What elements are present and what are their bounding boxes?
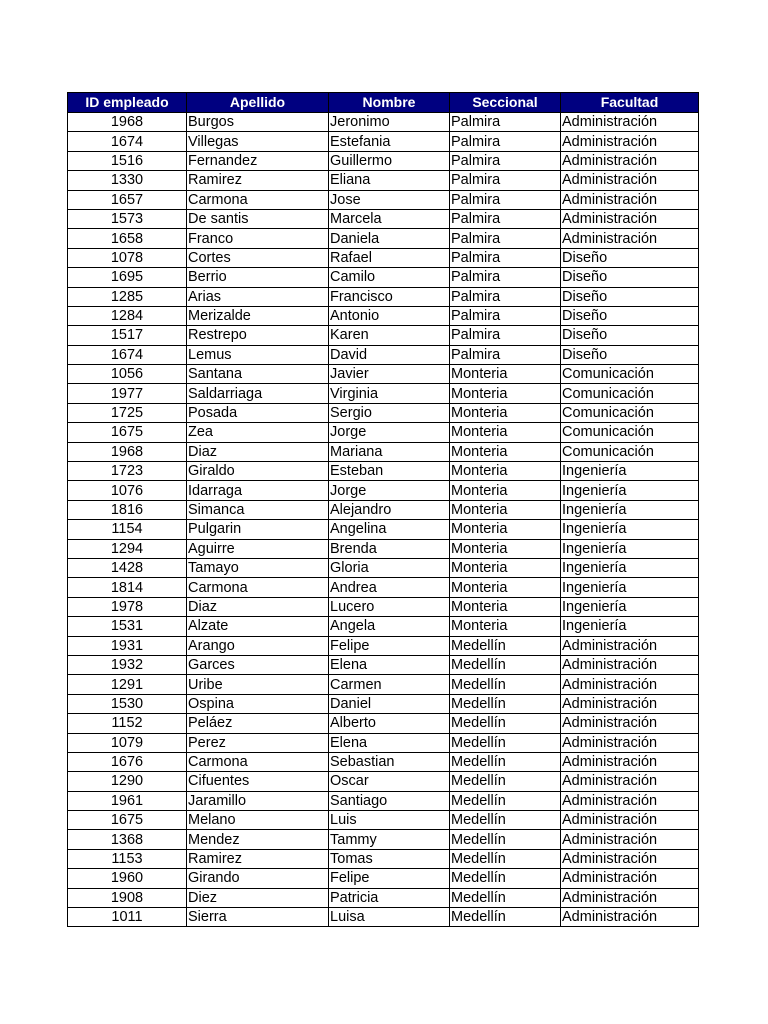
table-row bbox=[68, 655, 699, 674]
facultad-cell: Administración bbox=[561, 733, 699, 752]
nombre-cell: Estefania bbox=[329, 132, 450, 151]
table-row bbox=[68, 326, 699, 345]
seccional-cell: Monteria bbox=[450, 539, 561, 558]
nombre-cell: Angelina bbox=[329, 520, 450, 539]
facultad-cell: Administración bbox=[561, 772, 699, 791]
apellido-cell: Ramirez bbox=[187, 849, 329, 868]
facultad-cell: Administración bbox=[561, 675, 699, 694]
table-row bbox=[68, 229, 699, 248]
nombre-cell: Angela bbox=[329, 617, 450, 636]
nombre-cell: Alberto bbox=[329, 714, 450, 733]
table-row bbox=[68, 578, 699, 597]
id-empleado-cell: 1152 bbox=[68, 714, 187, 733]
facultad-cell: Administración bbox=[561, 849, 699, 868]
nombre-cell: Daniel bbox=[329, 694, 450, 713]
seccional-cell: Medellín bbox=[450, 791, 561, 810]
apellido-cell: Simanca bbox=[187, 500, 329, 519]
id-empleado-cell: 1968 bbox=[68, 113, 187, 132]
seccional-cell: Palmira bbox=[450, 326, 561, 345]
facultad-cell: Ingeniería bbox=[561, 539, 699, 558]
apellido-cell: Carmona bbox=[187, 578, 329, 597]
apellido-cell: Diaz bbox=[187, 442, 329, 461]
apellido-cell: Berrio bbox=[187, 268, 329, 287]
seccional-cell: Medellín bbox=[450, 752, 561, 771]
facultad-cell: Administración bbox=[561, 888, 699, 907]
seccional-cell: Palmira bbox=[450, 132, 561, 151]
facultad-cell: Comunicación bbox=[561, 403, 699, 422]
id-empleado-cell: 1960 bbox=[68, 869, 187, 888]
id-empleado-cell: 1530 bbox=[68, 694, 187, 713]
apellido-cell: Ramirez bbox=[187, 171, 329, 190]
facultad-cell: Administración bbox=[561, 830, 699, 849]
nombre-cell: Francisco bbox=[329, 287, 450, 306]
seccional-cell: Palmira bbox=[450, 287, 561, 306]
seccional-cell: Medellín bbox=[450, 655, 561, 674]
nombre-cell: Eliana bbox=[329, 171, 450, 190]
facultad-cell: Administración bbox=[561, 811, 699, 830]
apellido-cell: Santana bbox=[187, 365, 329, 384]
nombre-cell: Virginia bbox=[329, 384, 450, 403]
facultad-cell: Diseño bbox=[561, 306, 699, 325]
nombre-cell: Rafael bbox=[329, 248, 450, 267]
nombre-cell: Mariana bbox=[329, 442, 450, 461]
nombre-cell: Luis bbox=[329, 811, 450, 830]
table-row bbox=[68, 268, 699, 287]
seccional-cell: Medellín bbox=[450, 694, 561, 713]
nombre-cell: Brenda bbox=[329, 539, 450, 558]
id-empleado-cell: 1978 bbox=[68, 597, 187, 616]
seccional-cell: Monteria bbox=[450, 500, 561, 519]
id-empleado-cell: 1531 bbox=[68, 617, 187, 636]
id-empleado-cell: 1932 bbox=[68, 655, 187, 674]
nombre-cell: Felipe bbox=[329, 636, 450, 655]
apellido-cell: Perez bbox=[187, 733, 329, 752]
facultad-cell: Comunicación bbox=[561, 442, 699, 461]
facultad-cell: Ingeniería bbox=[561, 578, 699, 597]
apellido-cell: Arango bbox=[187, 636, 329, 655]
table-row bbox=[68, 345, 699, 364]
nombre-cell: Daniela bbox=[329, 229, 450, 248]
id-empleado-cell: 1056 bbox=[68, 365, 187, 384]
facultad-cell: Ingeniería bbox=[561, 558, 699, 577]
apellido-cell: Mendez bbox=[187, 830, 329, 849]
nombre-cell: Elena bbox=[329, 733, 450, 752]
id-empleado-cell: 1517 bbox=[68, 326, 187, 345]
apellido-cell: Idarraga bbox=[187, 481, 329, 500]
table-row bbox=[68, 384, 699, 403]
apellido-cell: Tamayo bbox=[187, 558, 329, 577]
id-empleado-cell: 1657 bbox=[68, 190, 187, 209]
id-empleado-cell: 1154 bbox=[68, 520, 187, 539]
table-row bbox=[68, 442, 699, 461]
column-header-id-empleado: ID empleado bbox=[68, 93, 187, 113]
table-row bbox=[68, 132, 699, 151]
apellido-cell: Diaz bbox=[187, 597, 329, 616]
nombre-cell: Jeronimo bbox=[329, 113, 450, 132]
facultad-cell: Ingeniería bbox=[561, 597, 699, 616]
table-row bbox=[68, 190, 699, 209]
facultad-cell: Comunicación bbox=[561, 384, 699, 403]
apellido-cell: Pulgarin bbox=[187, 520, 329, 539]
facultad-cell: Diseño bbox=[561, 248, 699, 267]
table-row bbox=[68, 113, 699, 132]
id-empleado-cell: 1695 bbox=[68, 268, 187, 287]
seccional-cell: Medellín bbox=[450, 733, 561, 752]
facultad-cell: Administración bbox=[561, 791, 699, 810]
nombre-cell: Karen bbox=[329, 326, 450, 345]
seccional-cell: Medellín bbox=[450, 888, 561, 907]
id-empleado-cell: 1725 bbox=[68, 403, 187, 422]
seccional-cell: Monteria bbox=[450, 617, 561, 636]
id-empleado-cell: 1330 bbox=[68, 171, 187, 190]
id-empleado-cell: 1078 bbox=[68, 248, 187, 267]
seccional-cell: Medellín bbox=[450, 869, 561, 888]
seccional-cell: Monteria bbox=[450, 403, 561, 422]
facultad-cell: Administración bbox=[561, 752, 699, 771]
table-row bbox=[68, 830, 699, 849]
apellido-cell: De santis bbox=[187, 209, 329, 228]
apellido-cell: Peláez bbox=[187, 714, 329, 733]
table-row bbox=[68, 752, 699, 771]
seccional-cell: Monteria bbox=[450, 520, 561, 539]
facultad-cell: Administración bbox=[561, 209, 699, 228]
table-body bbox=[68, 113, 699, 927]
id-empleado-cell: 1675 bbox=[68, 423, 187, 442]
apellido-cell: Aguirre bbox=[187, 539, 329, 558]
id-empleado-cell: 1658 bbox=[68, 229, 187, 248]
facultad-cell: Administración bbox=[561, 714, 699, 733]
facultad-cell: Administración bbox=[561, 908, 699, 927]
seccional-cell: Monteria bbox=[450, 578, 561, 597]
table-row bbox=[68, 171, 699, 190]
table-row bbox=[68, 636, 699, 655]
id-empleado-cell: 1968 bbox=[68, 442, 187, 461]
table-row bbox=[68, 151, 699, 170]
apellido-cell: Giraldo bbox=[187, 462, 329, 481]
apellido-cell: Posada bbox=[187, 403, 329, 422]
apellido-cell: Restrepo bbox=[187, 326, 329, 345]
facultad-cell: Comunicación bbox=[561, 423, 699, 442]
facultad-cell: Administración bbox=[561, 171, 699, 190]
nombre-cell: Javier bbox=[329, 365, 450, 384]
seccional-cell: Medellín bbox=[450, 811, 561, 830]
facultad-cell: Diseño bbox=[561, 345, 699, 364]
facultad-cell: Administración bbox=[561, 694, 699, 713]
table-row bbox=[68, 597, 699, 616]
seccional-cell: Medellín bbox=[450, 908, 561, 927]
nombre-cell: Patricia bbox=[329, 888, 450, 907]
id-empleado-cell: 1674 bbox=[68, 345, 187, 364]
apellido-cell: Jaramillo bbox=[187, 791, 329, 810]
id-empleado-cell: 1675 bbox=[68, 811, 187, 830]
apellido-cell: Sierra bbox=[187, 908, 329, 927]
seccional-cell: Monteria bbox=[450, 462, 561, 481]
seccional-cell: Medellín bbox=[450, 830, 561, 849]
table-row bbox=[68, 772, 699, 791]
id-empleado-cell: 1284 bbox=[68, 306, 187, 325]
apellido-cell: Saldarriaga bbox=[187, 384, 329, 403]
apellido-cell: Girando bbox=[187, 869, 329, 888]
apellido-cell: Melano bbox=[187, 811, 329, 830]
table-row bbox=[68, 520, 699, 539]
id-empleado-cell: 1290 bbox=[68, 772, 187, 791]
facultad-cell: Ingeniería bbox=[561, 520, 699, 539]
seccional-cell: Palmira bbox=[450, 268, 561, 287]
table-row bbox=[68, 791, 699, 810]
id-empleado-cell: 1011 bbox=[68, 908, 187, 927]
facultad-cell: Ingeniería bbox=[561, 462, 699, 481]
apellido-cell: Lemus bbox=[187, 345, 329, 364]
facultad-cell: Administración bbox=[561, 229, 699, 248]
table-row bbox=[68, 423, 699, 442]
apellido-cell: Ospina bbox=[187, 694, 329, 713]
facultad-cell: Diseño bbox=[561, 268, 699, 287]
facultad-cell: Administración bbox=[561, 869, 699, 888]
employee-table bbox=[67, 92, 699, 927]
id-empleado-cell: 1816 bbox=[68, 500, 187, 519]
nombre-cell: David bbox=[329, 345, 450, 364]
apellido-cell: Cortes bbox=[187, 248, 329, 267]
apellido-cell: Alzate bbox=[187, 617, 329, 636]
table-row bbox=[68, 500, 699, 519]
table-row bbox=[68, 539, 699, 558]
table-row bbox=[68, 209, 699, 228]
table-header-row bbox=[68, 93, 699, 113]
nombre-cell: Camilo bbox=[329, 268, 450, 287]
apellido-cell: Cifuentes bbox=[187, 772, 329, 791]
seccional-cell: Palmira bbox=[450, 171, 561, 190]
facultad-cell: Diseño bbox=[561, 326, 699, 345]
seccional-cell: Medellín bbox=[450, 772, 561, 791]
seccional-cell: Monteria bbox=[450, 558, 561, 577]
table-row bbox=[68, 481, 699, 500]
id-empleado-cell: 1814 bbox=[68, 578, 187, 597]
seccional-cell: Palmira bbox=[450, 113, 561, 132]
facultad-cell: Administración bbox=[561, 113, 699, 132]
nombre-cell: Carmen bbox=[329, 675, 450, 694]
table-row bbox=[68, 694, 699, 713]
nombre-cell: Tomas bbox=[329, 849, 450, 868]
nombre-cell: Guillermo bbox=[329, 151, 450, 170]
seccional-cell: Medellín bbox=[450, 675, 561, 694]
id-empleado-cell: 1153 bbox=[68, 849, 187, 868]
nombre-cell: Felipe bbox=[329, 869, 450, 888]
nombre-cell: Tammy bbox=[329, 830, 450, 849]
table-row bbox=[68, 888, 699, 907]
id-empleado-cell: 1573 bbox=[68, 209, 187, 228]
apellido-cell: Franco bbox=[187, 229, 329, 248]
id-empleado-cell: 1961 bbox=[68, 791, 187, 810]
table-row bbox=[68, 287, 699, 306]
id-empleado-cell: 1723 bbox=[68, 462, 187, 481]
id-empleado-cell: 1294 bbox=[68, 539, 187, 558]
id-empleado-cell: 1291 bbox=[68, 675, 187, 694]
table-row bbox=[68, 849, 699, 868]
seccional-cell: Palmira bbox=[450, 209, 561, 228]
nombre-cell: Andrea bbox=[329, 578, 450, 597]
table-row bbox=[68, 403, 699, 422]
seccional-cell: Palmira bbox=[450, 229, 561, 248]
id-empleado-cell: 1908 bbox=[68, 888, 187, 907]
id-empleado-cell: 1516 bbox=[68, 151, 187, 170]
id-empleado-cell: 1676 bbox=[68, 752, 187, 771]
column-header-seccional: Seccional bbox=[450, 93, 561, 113]
seccional-cell: Monteria bbox=[450, 442, 561, 461]
facultad-cell: Ingeniería bbox=[561, 617, 699, 636]
facultad-cell: Administración bbox=[561, 151, 699, 170]
nombre-cell: Lucero bbox=[329, 597, 450, 616]
facultad-cell: Administración bbox=[561, 190, 699, 209]
seccional-cell: Palmira bbox=[450, 248, 561, 267]
seccional-cell: Medellín bbox=[450, 849, 561, 868]
apellido-cell: Garces bbox=[187, 655, 329, 674]
table-row bbox=[68, 908, 699, 927]
facultad-cell: Administración bbox=[561, 636, 699, 655]
seccional-cell: Monteria bbox=[450, 365, 561, 384]
column-header-facultad: Facultad bbox=[561, 93, 699, 113]
seccional-cell: Palmira bbox=[450, 306, 561, 325]
nombre-cell: Esteban bbox=[329, 462, 450, 481]
table-row bbox=[68, 248, 699, 267]
facultad-cell: Administración bbox=[561, 132, 699, 151]
table-row bbox=[68, 306, 699, 325]
table-row bbox=[68, 675, 699, 694]
table-row bbox=[68, 617, 699, 636]
table-row bbox=[68, 558, 699, 577]
nombre-cell: Oscar bbox=[329, 772, 450, 791]
seccional-cell: Monteria bbox=[450, 423, 561, 442]
id-empleado-cell: 1076 bbox=[68, 481, 187, 500]
nombre-cell: Sebastian bbox=[329, 752, 450, 771]
apellido-cell: Diez bbox=[187, 888, 329, 907]
apellido-cell: Uribe bbox=[187, 675, 329, 694]
table-row bbox=[68, 462, 699, 481]
nombre-cell: Jorge bbox=[329, 481, 450, 500]
column-header-apellido: Apellido bbox=[187, 93, 329, 113]
seccional-cell: Palmira bbox=[450, 151, 561, 170]
seccional-cell: Medellín bbox=[450, 714, 561, 733]
id-empleado-cell: 1931 bbox=[68, 636, 187, 655]
facultad-cell: Administración bbox=[561, 655, 699, 674]
apellido-cell: Carmona bbox=[187, 190, 329, 209]
nombre-cell: Elena bbox=[329, 655, 450, 674]
table-row bbox=[68, 365, 699, 384]
seccional-cell: Palmira bbox=[450, 190, 561, 209]
table-row bbox=[68, 869, 699, 888]
seccional-cell: Medellín bbox=[450, 636, 561, 655]
table-row bbox=[68, 811, 699, 830]
nombre-cell: Alejandro bbox=[329, 500, 450, 519]
id-empleado-cell: 1079 bbox=[68, 733, 187, 752]
nombre-cell: Antonio bbox=[329, 306, 450, 325]
nombre-cell: Santiago bbox=[329, 791, 450, 810]
id-empleado-cell: 1977 bbox=[68, 384, 187, 403]
facultad-cell: Ingeniería bbox=[561, 481, 699, 500]
seccional-cell: Palmira bbox=[450, 345, 561, 364]
nombre-cell: Gloria bbox=[329, 558, 450, 577]
apellido-cell: Zea bbox=[187, 423, 329, 442]
seccional-cell: Monteria bbox=[450, 384, 561, 403]
id-empleado-cell: 1285 bbox=[68, 287, 187, 306]
apellido-cell: Villegas bbox=[187, 132, 329, 151]
facultad-cell: Diseño bbox=[561, 287, 699, 306]
apellido-cell: Arias bbox=[187, 287, 329, 306]
nombre-cell: Luisa bbox=[329, 908, 450, 927]
id-empleado-cell: 1674 bbox=[68, 132, 187, 151]
nombre-cell: Jose bbox=[329, 190, 450, 209]
seccional-cell: Monteria bbox=[450, 481, 561, 500]
seccional-cell: Monteria bbox=[450, 597, 561, 616]
apellido-cell: Fernandez bbox=[187, 151, 329, 170]
column-header-nombre: Nombre bbox=[329, 93, 450, 113]
id-empleado-cell: 1428 bbox=[68, 558, 187, 577]
apellido-cell: Merizalde bbox=[187, 306, 329, 325]
nombre-cell: Sergio bbox=[329, 403, 450, 422]
facultad-cell: Comunicación bbox=[561, 365, 699, 384]
apellido-cell: Carmona bbox=[187, 752, 329, 771]
facultad-cell: Ingeniería bbox=[561, 500, 699, 519]
nombre-cell: Marcela bbox=[329, 209, 450, 228]
id-empleado-cell: 1368 bbox=[68, 830, 187, 849]
nombre-cell: Jorge bbox=[329, 423, 450, 442]
employee-table-container bbox=[67, 92, 698, 927]
table-row bbox=[68, 714, 699, 733]
table-row bbox=[68, 733, 699, 752]
apellido-cell: Burgos bbox=[187, 113, 329, 132]
